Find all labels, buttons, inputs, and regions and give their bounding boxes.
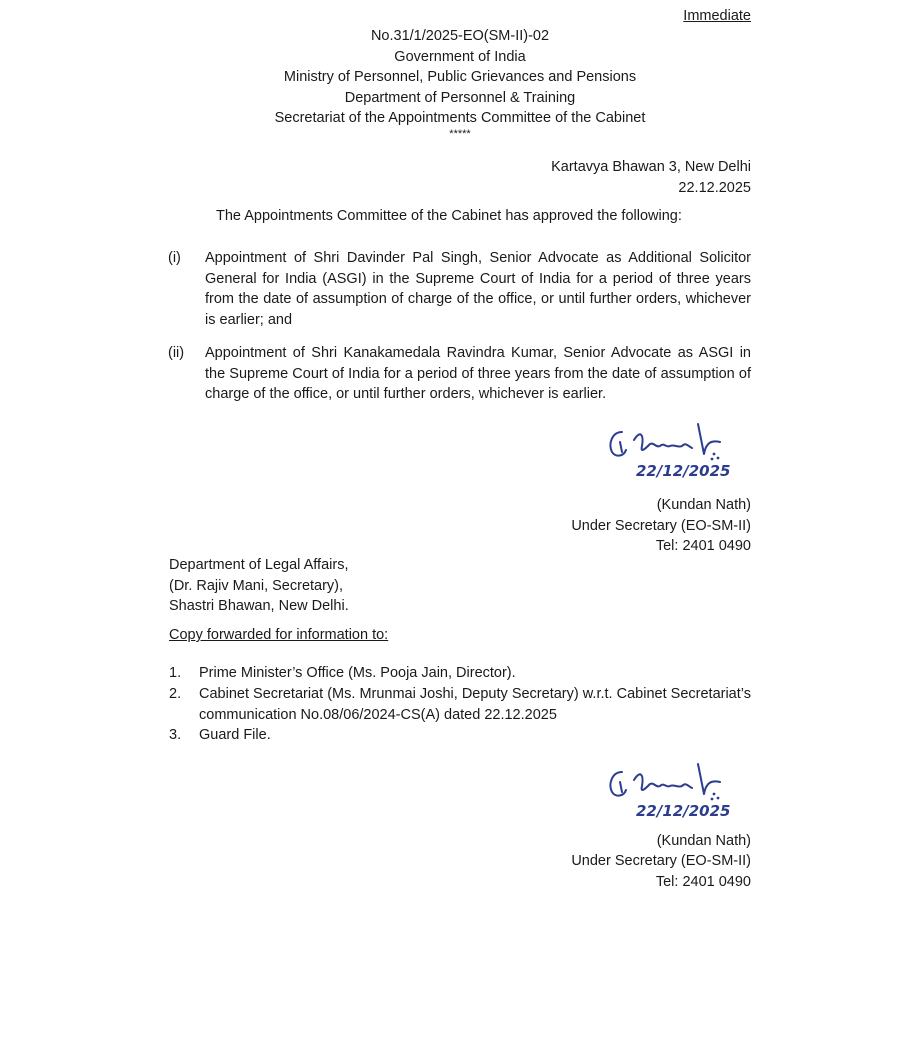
signatory-name: (Kundan Nath) bbox=[656, 497, 751, 513]
copy-item-number: 1. bbox=[169, 665, 182, 681]
signatory-tel: Tel: 2401 0490 bbox=[655, 874, 751, 890]
intro-text: The Appointments Committee of the Cabinet has approved the following: bbox=[216, 208, 682, 224]
copy-heading: Copy forwarded for information to: bbox=[169, 627, 389, 643]
item-text: Appointment of Shri Kanakamedala Ravindra Kumar, Senior Advocate as ASGI in the Supreme Court of India for a period of three years from the date of assumption of charge of the office, or until further orders, whichever is earlier. bbox=[205, 345, 751, 402]
signatory-designation: Under Secretary (EO-SM-II) bbox=[571, 853, 751, 869]
copy-item-text: Cabinet Secretariat (Ms. Mrunmai Joshi, Deputy Secretary) w.r.t. Cabinet Secretariat’s communication No.08/06/2024-CS(A) dated 22.12.2025 bbox=[199, 686, 751, 723]
date: 22.12.2025 bbox=[678, 180, 751, 196]
signature-image bbox=[600, 752, 750, 824]
copy-item-number: 3. bbox=[169, 727, 182, 743]
copy-item-text: Guard File. bbox=[199, 727, 271, 743]
signatory-designation: Under Secretary (EO-SM-II) bbox=[571, 518, 751, 534]
copy-item-number: 2. bbox=[169, 686, 182, 702]
addressee-line: (Dr. Rajiv Mani, Secretary), bbox=[169, 578, 344, 594]
addressee-line: Shastri Bhawan, New Delhi. bbox=[169, 598, 349, 614]
item-number: (ii) bbox=[168, 345, 185, 361]
header-separator: ***** bbox=[449, 128, 471, 140]
signature-image bbox=[600, 412, 750, 484]
header-government: Government of India bbox=[394, 49, 526, 65]
header-secretariat: Secretariat of the Appointments Committee of the Cabinet bbox=[274, 110, 646, 126]
signature-date: 22/12/2025 bbox=[636, 802, 731, 820]
item-text: Appointment of Shri Davinder Pal Singh, Senior Advocate as Additional Solicitor General for India (ASGI) in the Supreme Court of India for a period of three years from the date of assumption of charge of the office, or until further orders, whichever is earlier; and bbox=[205, 250, 751, 328]
item-number: (i) bbox=[168, 250, 181, 266]
signatory-tel: Tel: 2401 0490 bbox=[655, 538, 751, 554]
copy-item-text: Prime Minister’s Office (Ms. Pooja Jain, Director). bbox=[199, 665, 516, 681]
addressee-line: Department of Legal Affairs, bbox=[169, 557, 349, 573]
signature-date: 22/12/2025 bbox=[636, 462, 731, 480]
place: Kartavya Bhawan 3, New Delhi bbox=[551, 159, 751, 175]
signatory-name: (Kundan Nath) bbox=[656, 833, 751, 849]
header-department: Department of Personnel & Training bbox=[344, 90, 576, 106]
priority-label: Immediate bbox=[683, 8, 751, 24]
file-number: No.31/1/2025-EO(SM-II)-02 bbox=[370, 28, 550, 44]
header-ministry: Ministry of Personnel, Public Grievances and Pensions bbox=[283, 69, 637, 85]
